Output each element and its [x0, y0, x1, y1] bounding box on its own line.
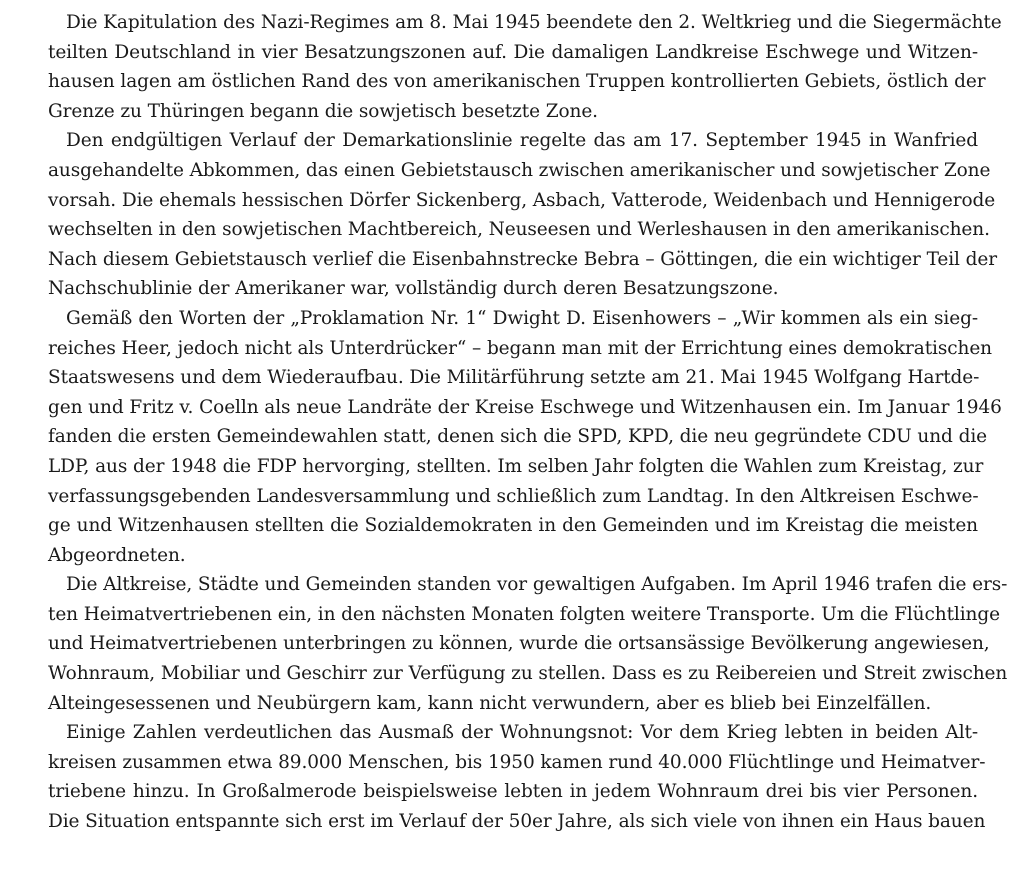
paragraph-4-line-3: und Heimatvertriebenen unterbringen zu können, wurde die ortsansässige Bevölkerung angewiesen, — [48, 633, 990, 655]
paragraph-4-line-2: ten Heimatvertriebenen ein, in den nächsten Monaten folgten weitere Transporte. Um die Flüchtlinge — [48, 603, 1000, 625]
document-page — [48, 8, 1008, 837]
paragraph-1-line-4: Grenze zu Thüringen begann die sowjetisch besetzte Zone. — [48, 100, 598, 122]
paragraph-2 — [48, 126, 997, 304]
paragraph-3-line-4: gen und Fritz v. Coelln als neue Landräte der Kreise Eschwege und Witzenhausen ein. Im Januar 1946 — [48, 396, 1002, 418]
paragraph-5-line-3: triebene hinzu. In Großalmerode beispielsweise lebten in jedem Wohnraum drei bis vier Personen. — [48, 781, 978, 803]
paragraph-3-line-3: Staatswesens und dem Wiederaufbau. Die Militärführung setzte am 21. Mai 1945 Wolfgang Hartde- — [48, 367, 980, 389]
paragraph-4-line-4: Wohnraum, Mobiliar und Geschirr zur Verfügung zu stellen. Dass es zu Reibereien und Streit zwischen — [48, 663, 1008, 685]
paragraph-3-line-9: Abgeordneten. — [48, 544, 186, 566]
paragraph-5-line-2: kreisen zusammen etwa 89.000 Menschen, bis 1950 kamen rund 40.000 Flüchtlinge und Heimatver- — [48, 751, 986, 773]
paragraph-2-line-1: Den endgültigen Verlauf der Demarkationslinie regelte das am 17. September 1945 in Wanfried — [66, 130, 978, 152]
paragraph-4-line-1: Die Altkreise, Städte und Gemeinden standen vor gewaltigen Aufgaben. Im April 1946 trafen die ers- — [66, 574, 1008, 596]
paragraph-2-line-5: Nach diesem Gebietstausch verlief die Eisenbahnstrecke Bebra – Göttingen, die ein wichtiger Teil der — [48, 248, 997, 270]
paragraph-3 — [48, 304, 1002, 570]
paragraph-3-line-2: reiches Heer, jedoch nicht als Unterdrücker“ – begann man mit der Errichtung eines demokratischen — [48, 337, 992, 359]
paragraph-1-line-3: hausen lagen am östlichen Rand des von amerikanischen Truppen kontrollierten Gebiets, östlich der — [48, 71, 986, 93]
paragraph-2-line-6: Nachschublinie der Amerikaner war, vollständig durch deren Besatzungszone. — [48, 278, 779, 300]
paragraph-1 — [48, 8, 1002, 126]
paragraph-2-line-2: ausgehandelte Abkommen, das einen Gebietstausch zwischen amerikanischer und sowjetischer Zone — [48, 159, 991, 181]
paragraph-2-line-4: wechselten in den sowjetischen Machtbereich, Neuseesen und Werleshausen in den amerikanischen. — [48, 219, 990, 241]
paragraph-3-line-8: ge und Witzenhausen stellten die Sozialdemokraten in den Gemeinden und im Kreistag die meisten — [48, 515, 978, 537]
paragraph-1-line-1: Die Kapitulation des Nazi-Regimes am 8. Mai 1945 beendete den 2. Weltkrieg und die Siegermächte — [66, 12, 1002, 33]
paragraph-1-line-2: teilten Deutschland in vier Besatzungszonen auf. Die damaligen Landkreise Eschwege und Witzen- — [48, 41, 978, 63]
paragraph-2-line-3: vorsah. Die ehemals hessischen Dörfer Sickenberg, Asbach, Vatterode, Weidenbach und Hennigerode — [48, 189, 996, 211]
paragraph-5-line-4: Die Situation entspannte sich erst im Verlauf der 50er Jahre, als sich viele von ihnen ein Haus bauen — [48, 811, 986, 833]
paragraph-3-line-1: Gemäß den Worten der „Proklamation Nr. 1“ Dwight D. Eisenhowers – „Wir kommen als ein sieg- — [66, 307, 978, 329]
paragraph-5 — [48, 718, 986, 836]
paragraph-4 — [48, 570, 1008, 718]
paragraph-3-line-5: fanden die ersten Gemeindewahlen statt, denen sich die SPD, KPD, die neu gegründete CDU und die — [48, 426, 987, 448]
paragraph-3-line-7: verfassungsgebenden Landesversammlung und schließlich zum Landtag. In den Altkreisen Eschwe- — [48, 485, 979, 507]
paragraph-5-line-1: Einige Zahlen verdeutlichen das Ausmaß der Wohnungsnot: Vor dem Krieg lebten in beiden Alt- — [66, 722, 978, 744]
paragraph-3-line-6: LDP, aus der 1948 die FDP hervorging, stellten. Im selben Jahr folgten die Wahlen zum Kreistag, zur — [48, 455, 984, 477]
paragraph-4-line-5: Alteingesessenen und Neubürgern kam, kann nicht verwundern, aber es blieb bei Einzelfällen. — [48, 692, 932, 714]
